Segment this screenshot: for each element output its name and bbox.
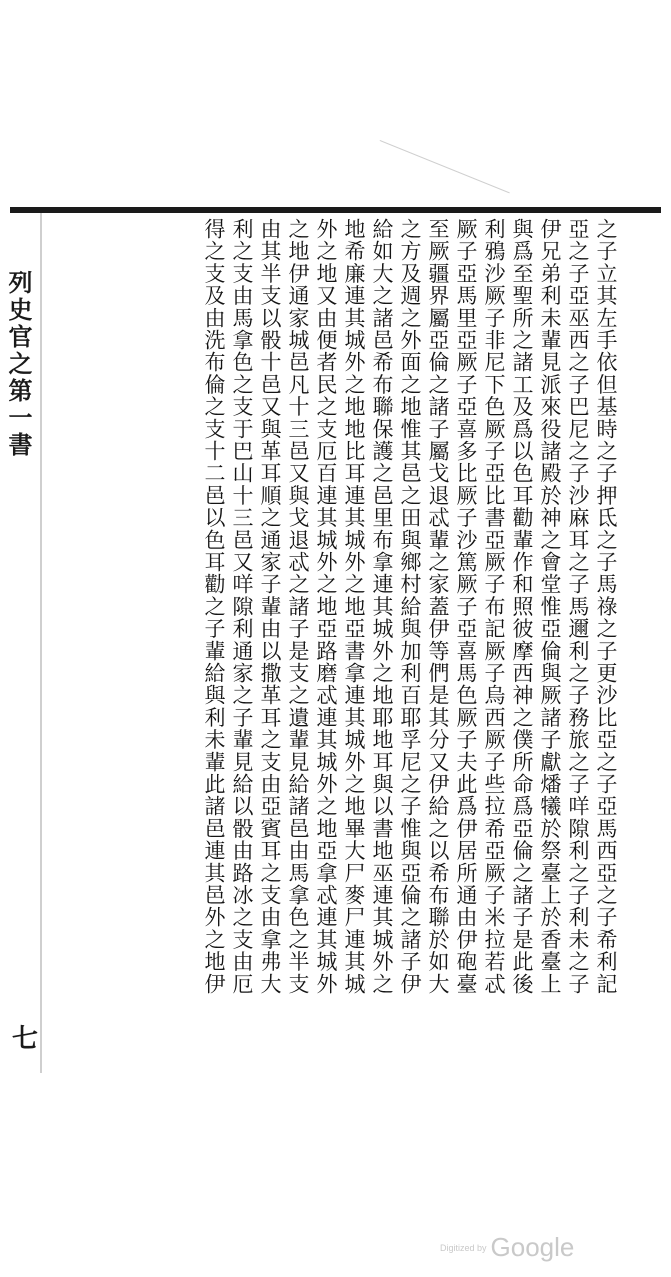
- text-column: 之子立其左手依但基時之子押氐之子馬祿之子更沙比亞之子亞馬西亞之子希利記: [594, 218, 618, 995]
- text-body: [40, 218, 620, 1078]
- text-column: 由其半支以骰十邑又與革耳順之通家子輩由以撒革耳之支由亞賓耳之支由拿弗大: [258, 218, 282, 995]
- text-column: 厥子亞馬里亞厥子亞喜多比厥子沙篤厥子亞喜馬色厥子夫此爲伊居所通由伊砲臺: [454, 218, 478, 995]
- text-column: 利之支由馬拿色之支于巴山十三邑又咩隙利通家之子輩見給以骰由路冰之支由厄: [230, 218, 254, 995]
- text-column: 地希廉連其城外之地地比耳連其城外之地亞書拿連其城外之地畢大尸麥尸連其城: [342, 218, 366, 995]
- text-column: 伊兄弟利未輩見派來役諸殿於神之會堂惟亞倫與厥諸子獻燔犧於祭臺上於香臺上: [538, 218, 562, 995]
- blank-page-top: [0, 0, 671, 200]
- google-watermark: [440, 1232, 650, 1262]
- margin-title: 列史官之第一書: [4, 270, 33, 459]
- text-column: 利鴉沙厥子非尼下色厥子亞比書亞厥子布記厥子烏西厥子些拉希亞厥子米拉若忒: [482, 218, 506, 995]
- text-column: 得之支及由洗布倫之支十二邑以色耳勸之子輩給與利未輩此諸邑連其邑外之地伊: [202, 218, 226, 995]
- watermark-brand: Google: [490, 1232, 575, 1262]
- text-column: 之地伊通家城邑凡十三邑又與戈退忒之諸子是支之遺輩見給諸邑由馬拿色之半支: [286, 218, 310, 995]
- page-number: 七: [11, 1024, 38, 1054]
- text-column: 亞之子亞巫西之子巴尼之子沙麻耳之子馬邇利之子務旅之子咩隙利之子利未之子: [566, 218, 590, 995]
- page-top-rule: [10, 207, 661, 213]
- text-column: 外之地又由便者民之支厄百連其城外之地亞路磨忒連其城外之地亞拿忒連其城外: [314, 218, 338, 995]
- text-column: 之方及週之外面之地惟其邑之田與鄉村給與加利百耶孚尼之子惟與亞倫之諸子伊: [398, 218, 422, 995]
- watermark-prefix: Digitized by: [440, 1242, 487, 1253]
- text-column: 至厥疆界屬亞倫之諸子屬戈退忒輩之家蓋伊等們是其分又伊給之以希布聯於如大: [426, 218, 450, 995]
- text-column: 與爲至聖所之諸工及爲以色耳勸輩作和照彼摩西神之僕所命爲亞倫之諸子是此後: [510, 218, 534, 995]
- text-column: 給如大之諸邑希布聯保護之邑里布拿連其城外之地耶地耳與以書地巫連其城外之: [370, 218, 394, 995]
